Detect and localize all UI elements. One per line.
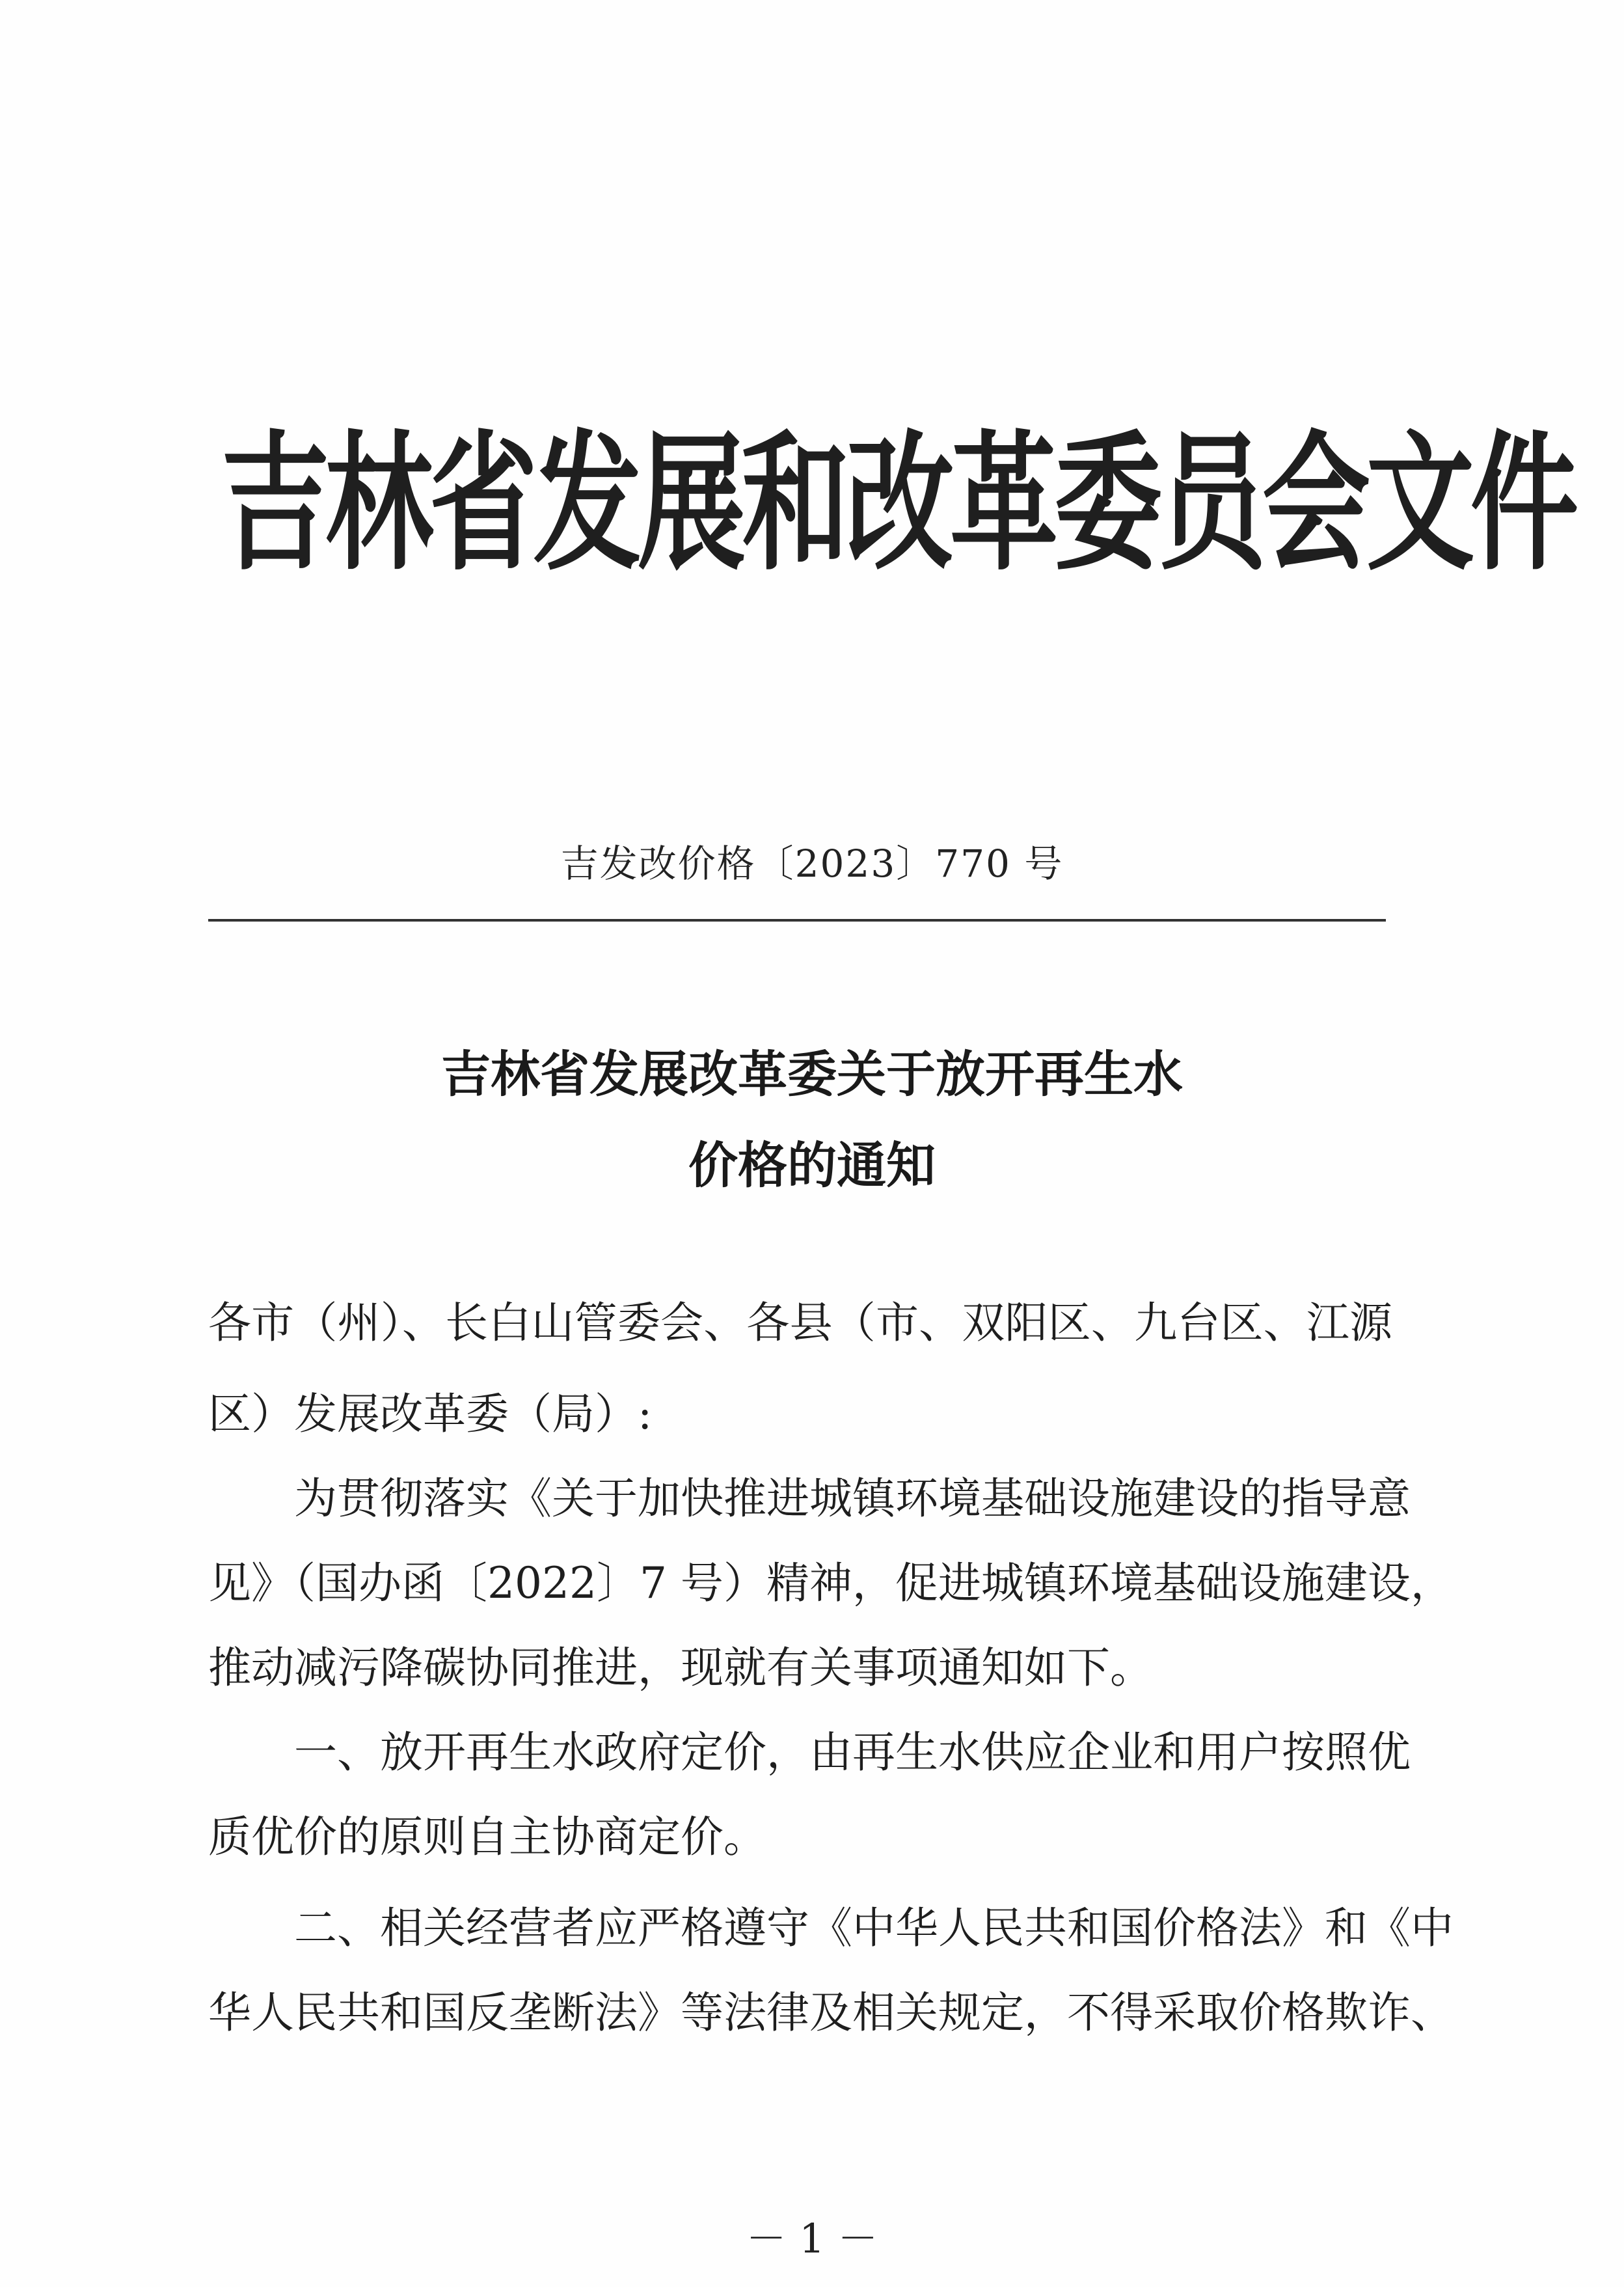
body-line: 为贯彻落实《关于加快推进城镇环境基础设施建设的指导意 <box>294 1473 1411 1524</box>
body-line: 各市（州）、长白山管委会、各县（市、双阳区、九台区、江源 <box>208 1298 1392 1348</box>
header-separator-line <box>208 919 1386 922</box>
body-line: 推动减污降碳协同推进，现就有关事项通知如下。 <box>208 1643 1153 1693</box>
body-line: 一、放开再生水政府定价，由再生水供应企业和用户按照优 <box>294 1727 1411 1777</box>
body-line: 质优价的原则自主协商定价。 <box>208 1812 766 1862</box>
body-line: 区）发展改革委（局）: <box>208 1389 653 1439</box>
page-number: － 1 － <box>746 2215 878 2262</box>
agency-header-title: 吉林省发展和改革委员会文件 <box>221 416 1575 592</box>
notice-title-line-1: 吉林省发展改革委关于放开再生水 <box>441 1045 1183 1103</box>
body-line: 二、相关经营者应严格遵守《中华人民共和国价格法》和《中 <box>294 1903 1454 1953</box>
body-line: 华人民共和国反垄断法》等法律及相关规定，不得采取价格欺诈、 <box>208 1988 1454 2038</box>
body-line: 见》（国办函〔2022〕7 号）精神，促进城镇环境基础设施建设， <box>208 1558 1454 1608</box>
document-number: 吉发改价格〔2023〕770 号 <box>560 842 1064 886</box>
notice-title-line-2: 价格的通知 <box>688 1136 936 1194</box>
